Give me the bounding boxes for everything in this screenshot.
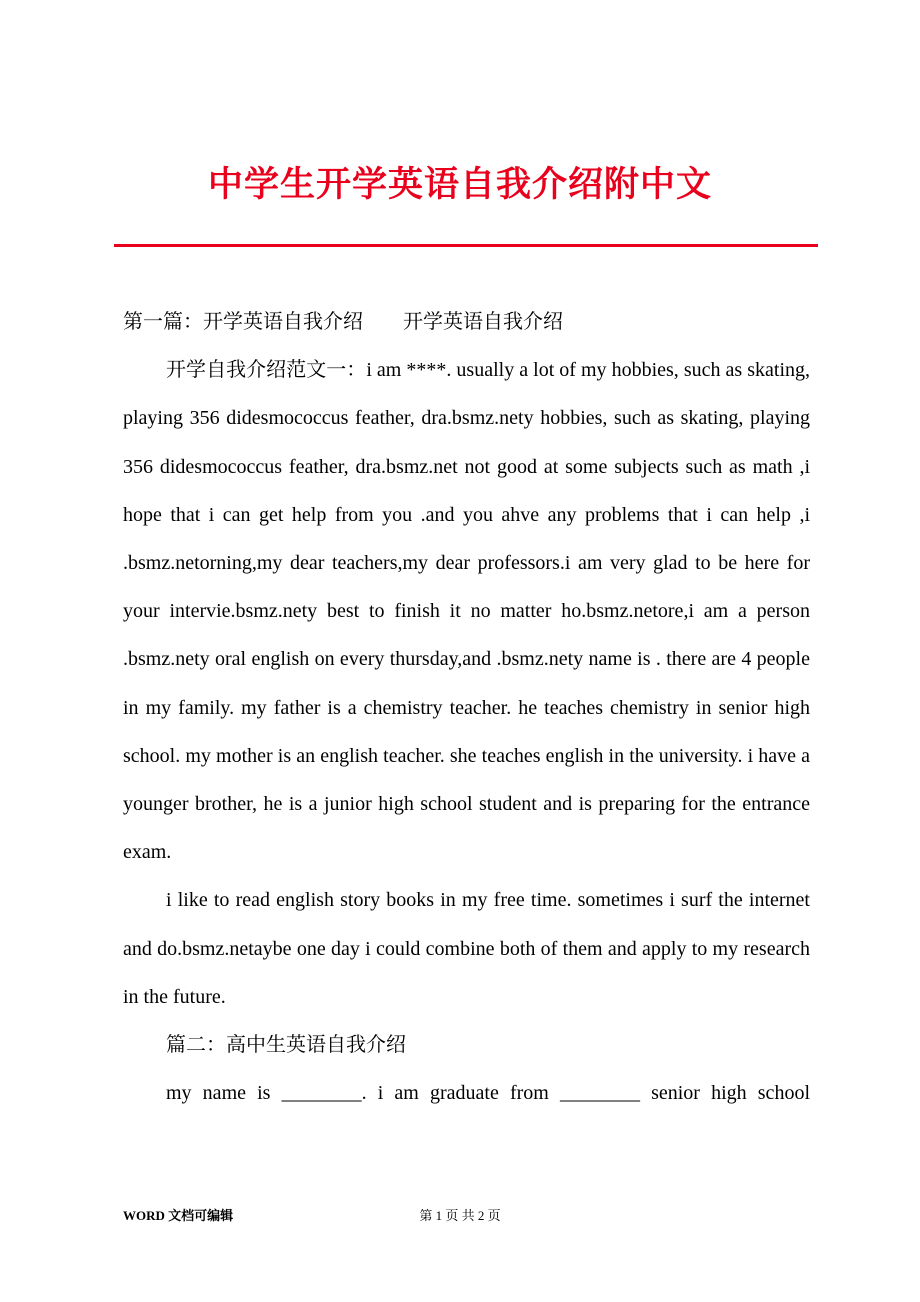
section-heading-1: 第一篇：开学英语自我介绍 开学英语自我介绍	[123, 311, 563, 333]
footer-editable-note: WORD 文档可编辑	[123, 1208, 234, 1223]
paragraph: my name is ________. i am graduate from ________ senior high school	[166, 1082, 810, 1105]
document-title: 中学生开学英语自我介绍附中文	[207, 165, 712, 205]
title-divider	[114, 244, 818, 247]
section-heading-2: 篇二：高中生英语自我介绍	[166, 1034, 406, 1057]
paragraph: i like to read english story books in my free time. sometimes i surf the internet and do.bsmz.netaybe one day i could combine both of them and apply to my research in the future.	[123, 889, 810, 1008]
footer-page-number: 第 1 页 共 2 页	[419, 1208, 501, 1223]
document-body	[123, 298, 810, 1117]
paragraph: 开学自我介绍范文一：i am ****. usually a lot of my hobbies, such as skating, playing 356 didesmococcus feather, dra.bsmz.nety hobbies, such as skating, playing 356 didesmococcus feather, dra.bsmz.net not good at some subjects such as math ,i hope that i can get help from you .and you ahve any problems that i can help ,i .bsmz.netorning,my dear teachers,my dear professors.i am very glad to be here for your intervie.bsmz.nety best to finish it no matter ho.bsmz.netore,i am a person .bsmz.nety oral english on every thursday,and .bsmz.nety name is . there are 4 people in my family. my father is a chemistry teacher. he teaches chemistry in senior high school. my mother is an english teacher. she teaches english in the university. i have a younger brother, he is a junior high school student and is preparing for the entrance exam.	[123, 359, 810, 864]
